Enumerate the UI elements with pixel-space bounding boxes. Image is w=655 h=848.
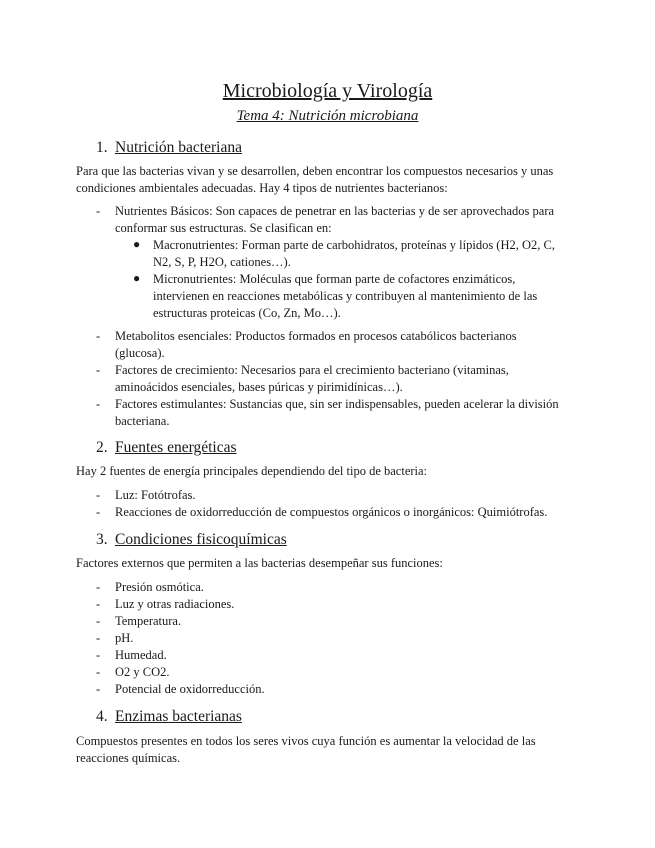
dash-bullet: - [96, 648, 101, 662]
dash-bullet: - [96, 682, 101, 696]
list-item-luz: - Luz: Fotótrofas. [96, 488, 196, 502]
dash-bullet: - [96, 329, 101, 343]
dash-bullet: - [96, 363, 101, 377]
dot-bullet: ● [133, 237, 141, 251]
section-title: Enzimas bacterianas [115, 708, 242, 725]
list-item-factores-estimulantes: - Factores estimulantes: Sustancias que, sin ser indispensables, pueden acelerar la división bacteriana. [96, 397, 559, 428]
dash-bullet: - [96, 580, 101, 594]
section-intro: Para que las bacterias vivan y se desarrollen, deben encontrar los compuestos necesarios y unas condiciones ambientales adecuadas. Hay 4 tipos de nutrientes bacterianos: [76, 164, 554, 195]
document-subtitle: Tema 4: Nutrición microbiana [236, 108, 419, 124]
dash-bullet: - [96, 397, 101, 411]
section-number: 3. [96, 531, 108, 548]
list-item-nutrientes-basicos: - Nutrientes Básicos: Son capaces de penetrar en las bacterias y de ser aprovechados para conformar sus estructuras. Se clasifican en: [96, 204, 555, 235]
list-item-macronutrientes: ● Macronutrientes: Forman parte de carbohidratos, proteínas y lípidos (H2, O2, C, N2, S, P, H2O, cationes…). [133, 237, 555, 269]
section-heading-condiciones [96, 530, 287, 550]
list-item-ph: - pH. [96, 631, 134, 645]
list-item-temperatura: - Temperatura. [96, 614, 182, 628]
section-intro: Hay 2 fuentes de energía principales dependiendo del tipo de bacteria: [76, 464, 428, 478]
list-item-humedad: - Humedad. [96, 648, 167, 662]
section-number: 2. [96, 439, 108, 456]
dash-bullet: - [96, 488, 101, 502]
document-title: Microbiología y Virología [222, 80, 433, 102]
list-item-metabolitos: - Metabolitos esenciales: Productos formados en procesos catabólicos bacterianos (glucosa). [96, 329, 517, 360]
section-title: Fuentes energéticas [115, 439, 237, 456]
dash-bullet: - [96, 505, 101, 519]
list-item-presion: - Presión osmótica. [96, 580, 204, 594]
dash-bullet: - [96, 597, 101, 611]
dash-bullet: - [96, 614, 101, 628]
section-heading-enzimas [96, 707, 242, 727]
list-item-potencial: - Potencial de oxidorreducción. [96, 682, 265, 696]
list-item-reacciones: - Reacciones de oxidorreducción de compuestos orgánicos o inorgánicos: Quimiótrofas. [96, 505, 548, 519]
section-number: 4. [96, 708, 108, 725]
dash-bullet: - [96, 665, 101, 679]
dot-bullet: ● [133, 271, 141, 285]
list-item-micronutrientes: ● Micronutrientes: Moléculas que forman parte de cofactores enzimáticos, intervienen en reacciones metabólicas y contribuyen al mantenimiento de las estructuras proteicas (Co, Zn, Mo…). [133, 271, 538, 320]
dash-bullet: - [96, 631, 101, 645]
section-intro: Factores externos que permiten a las bacterias desempeñar sus funciones: [76, 556, 443, 570]
section-title: Nutrición bacteriana [115, 139, 242, 156]
section-title: Condiciones fisicoquímicas [115, 531, 287, 548]
list-item-factores-crecimiento: - Factores de crecimiento: Necesarios para el crecimiento bacteriano (vitaminas, aminoácidos esenciales, bases púricas y pirimidínicas…). [96, 363, 509, 394]
dash-bullet: - [96, 204, 101, 218]
section-number: 1. [96, 139, 108, 156]
section-intro: Compuestos presentes en todos los seres vivos cuya función es aumentar la velocidad de las reacciones químicas. [76, 734, 536, 765]
list-item-o2-co2: - O2 y CO2. [96, 665, 170, 679]
section-heading-fuentes [96, 438, 237, 458]
list-item-radiaciones: - Luz y otras radiaciones. [96, 597, 235, 611]
section-heading-nutricion [96, 138, 242, 158]
